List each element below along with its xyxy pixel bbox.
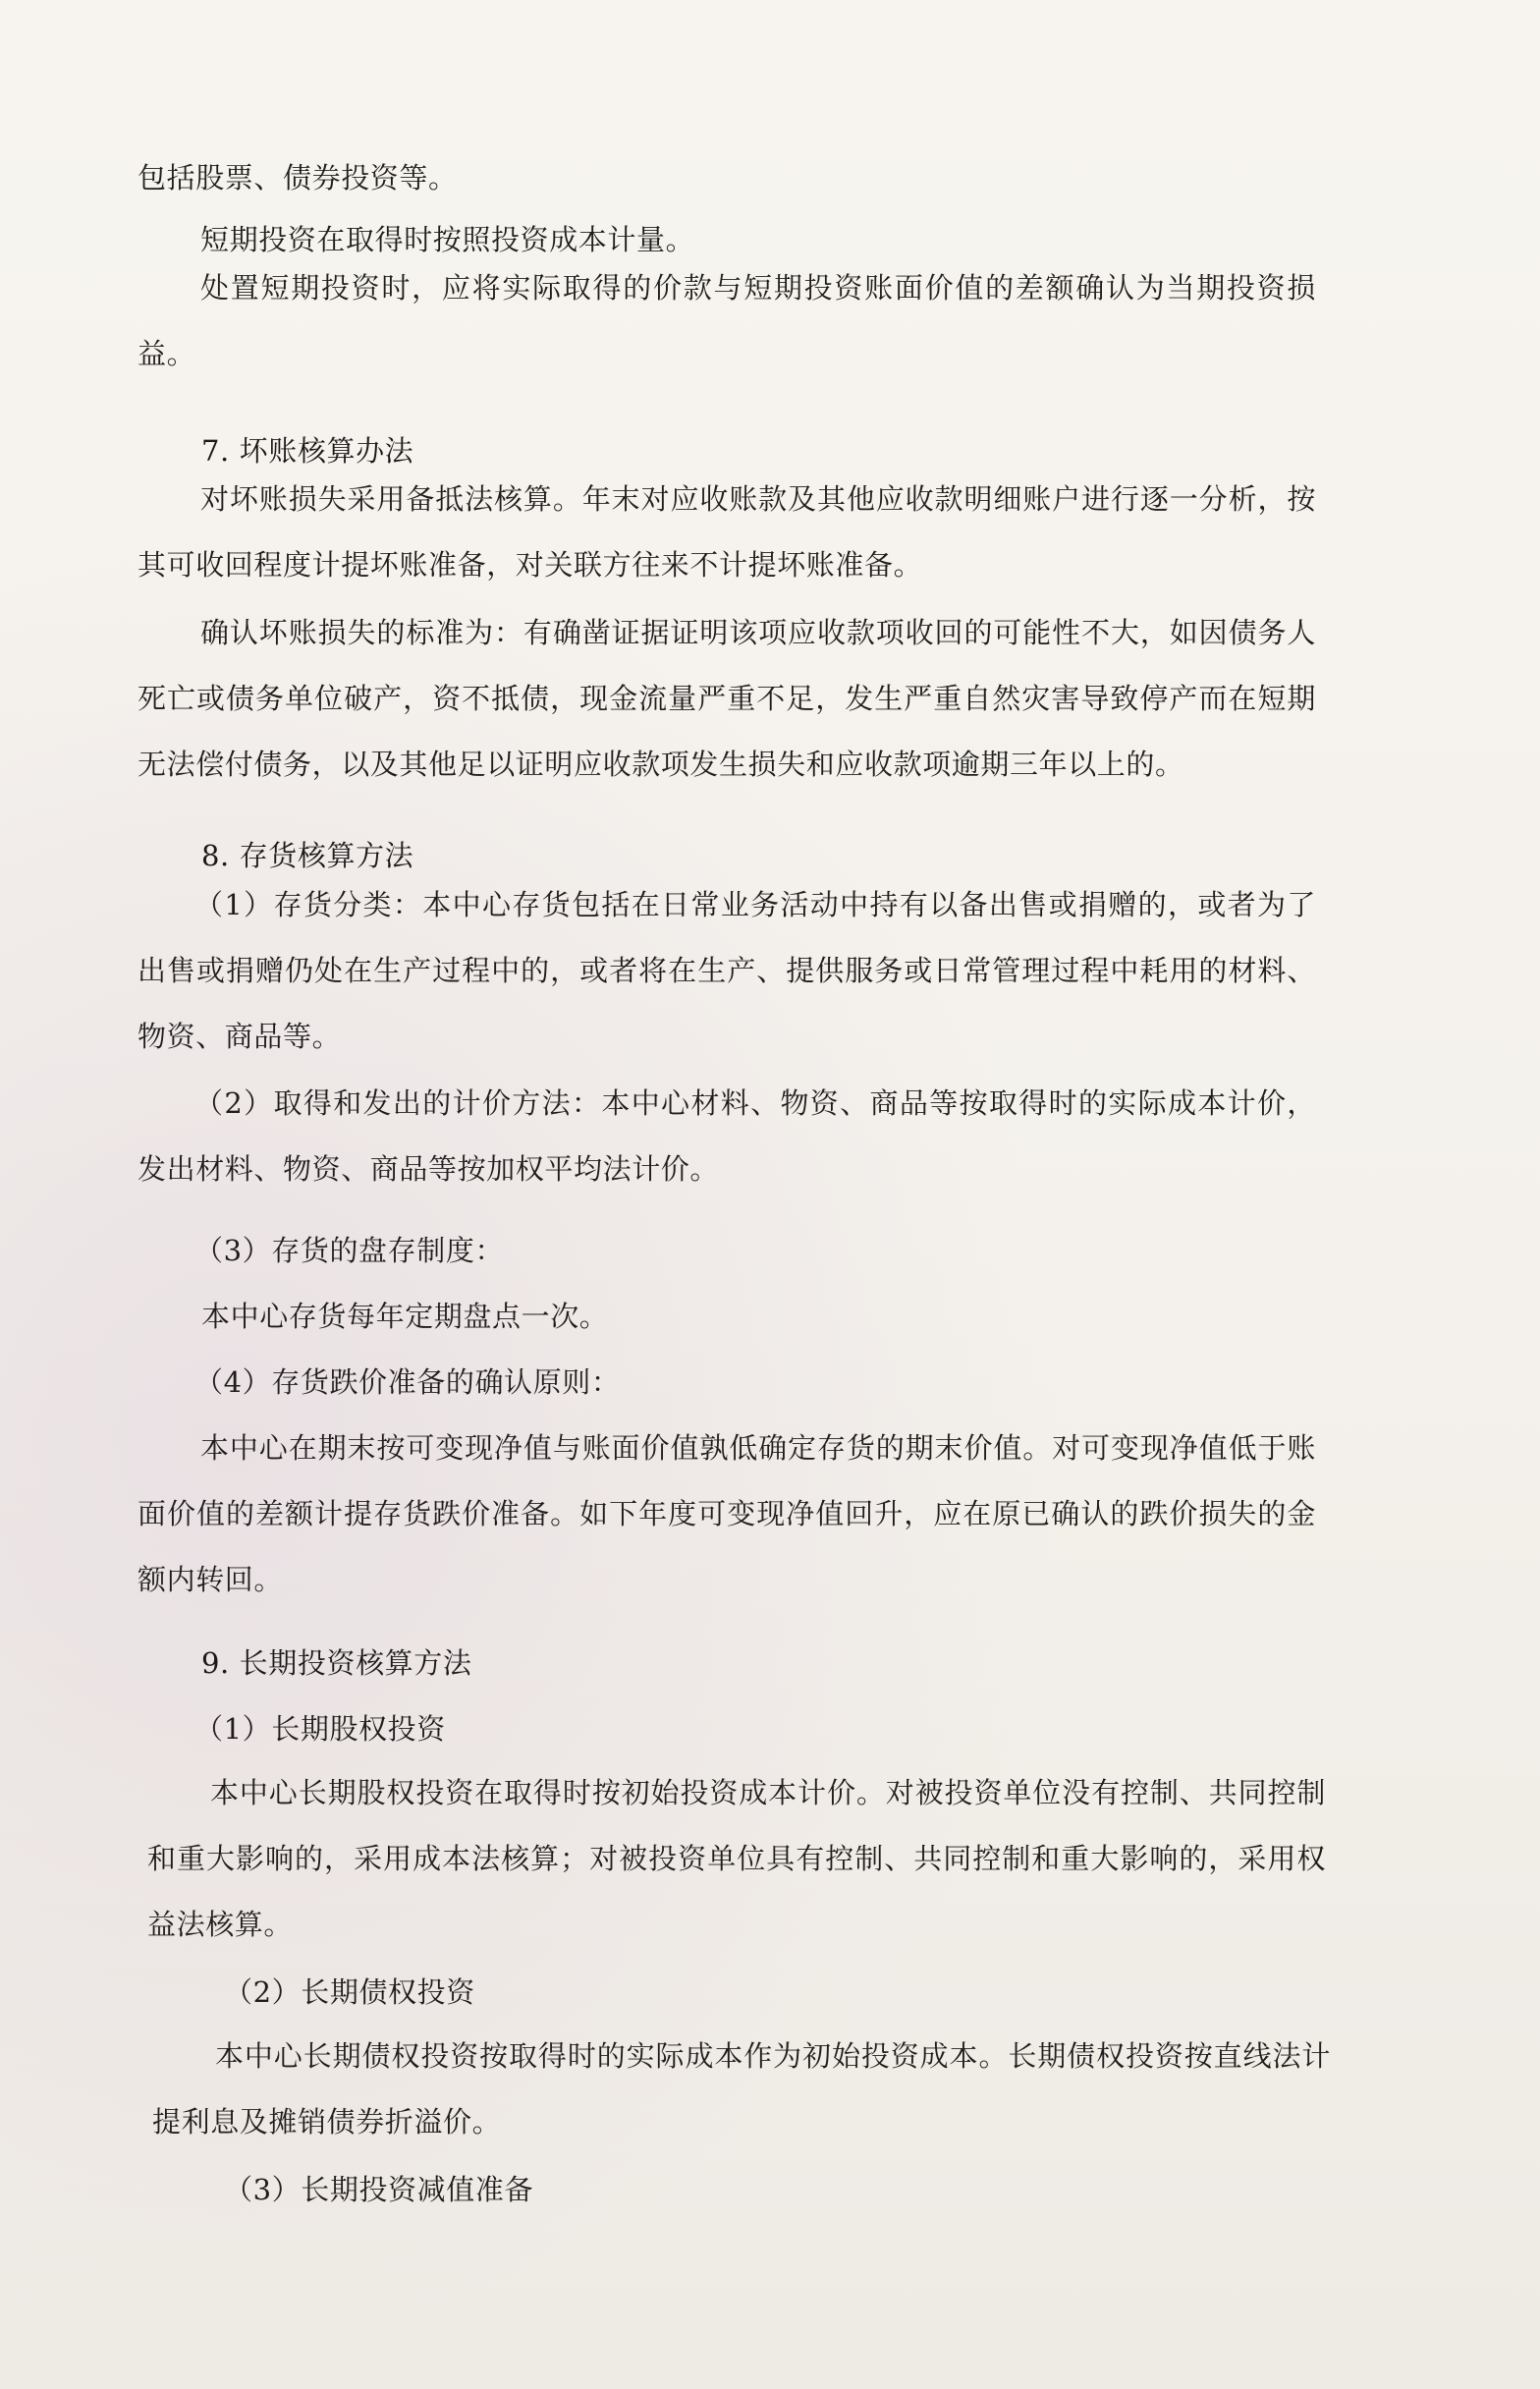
paragraph-debt-investment: 本中心长期债权投资按取得时的实际成本作为初始投资成本。长期债权投资按直线法计提利息及摊销债券折溢价。 [152,2039,1331,2139]
paragraph-equity-investment: 本中心长期股权投资在取得时按初始投资成本计价。对被投资单位没有控制、共同控制和重大影响的，采用成本法核算；对被投资单位具有控制、共同控制和重大影响的，采用权益法核算。 [147,1776,1326,1941]
heading-inventory: 8. 存货核算方法 [201,839,414,872]
subheading-debt-investment: （2）长期债权投资 [224,1975,475,2009]
paragraph-bad-debt-standard: 确认坏账损失的标准为：有确凿证据证明该项应收款项收回的可能性不大，如因债务人死亡或债务单位破产，资不抵债，现金流量严重不足，发生严重自然灾害导致停产而在短期无法偿付债务，以及其他足以证明应收款项发生损失和应收款项逾期三年以上的。 [138,616,1316,781]
heading-long-term-investment: 9. 长期投资核算方法 [201,1646,472,1680]
subheading-inventory-impairment: （4）存货跌价准备的确认原则： [194,1365,621,1399]
paragraph-investment-types: 包括股票、债券投资等。 [138,161,458,194]
subheading-long-term-impairment: （3）长期投资减值准备 [224,2173,534,2206]
heading-bad-debt: 7. 坏账核算办法 [201,434,414,468]
paragraph-inventory-count: 本中心存货每年定期盘点一次。 [201,1300,609,1333]
paragraph-inventory-classification: （1）存货分类：本中心存货包括在日常业务活动中持有以备出售或捐赠的，或者为了出售或捐赠仍处在生产过程中的，或者将在生产、提供服务或日常管理过程中耗用的材料、物资、商品等。 [138,888,1316,1053]
paragraph-bad-debt-method: 对坏账损失采用备抵法核算。年末对应收账款及其他应收款明细账户进行逐一分析，按其可收回程度计提坏账准备，对关联方往来不计提坏账准备。 [138,482,1316,582]
subheading-equity-investment: （1）长期股权投资 [194,1712,446,1746]
paragraph-short-term-cost: 短期投资在取得时按照投资成本计量。 [200,223,695,256]
subheading-inventory-count: （3）存货的盘存制度： [194,1234,505,1267]
paragraph-short-term-disposal: 处置短期投资时，应将实际取得的价款与短期投资账面价值的差额确认为当期投资损益。 [138,271,1316,370]
paragraph-inventory-valuation: （2）取得和发出的计价方法：本中心材料、物资、商品等按取得时的实际成本计价，发出材料、物资、商品等按加权平均法计价。 [138,1086,1316,1186]
paragraph-inventory-impairment: 本中心在期末按可变现净值与账面价值孰低确定存货的期末价值。对可变现净值低于账面价值的差额计提存货跌价准备。如下年度可变现净值回升，应在原已确认的跌价损失的金额内转回。 [138,1431,1316,1596]
